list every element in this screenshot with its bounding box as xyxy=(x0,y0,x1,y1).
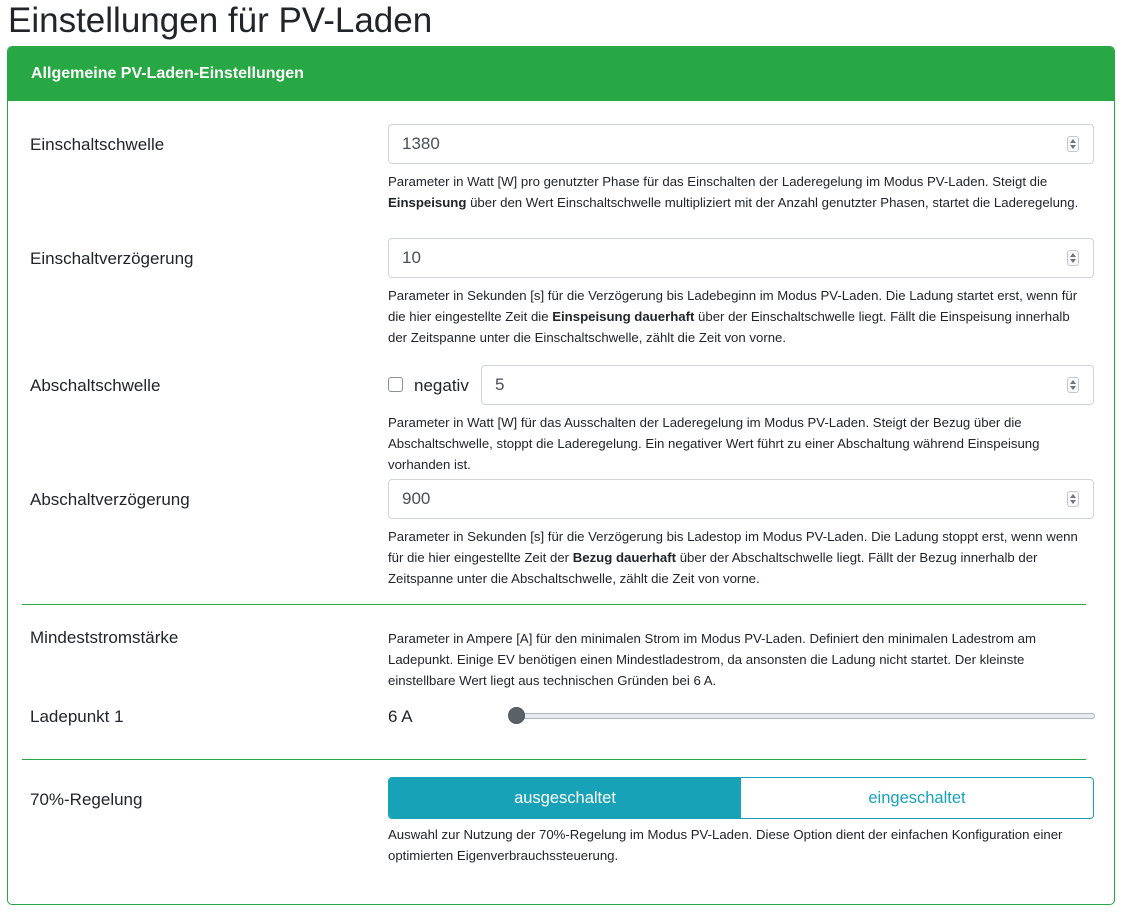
abschaltschwelle-value: 5 xyxy=(495,375,505,394)
ladepunkt-value: 6 A xyxy=(388,707,413,726)
section-divider xyxy=(22,604,1086,605)
regelung70-toggle[interactable] xyxy=(388,777,1094,819)
einschaltschwelle-label: Einschaltschwelle xyxy=(30,135,165,154)
einschaltverzoegerung-help xyxy=(388,285,1088,348)
spinner-icon[interactable] xyxy=(1067,377,1079,393)
abschaltverzoegerung-input[interactable] xyxy=(388,479,1094,519)
abschaltverzoegerung-value: 900 xyxy=(402,489,431,508)
spinner-icon[interactable] xyxy=(1067,491,1079,507)
help-text: Parameter in Sekunden [s] für die Verzögerung bis Ladestop im Modus PV-Laden. Die Ladung stoppt erst, wenn wenn für die hier eingestellte Zeit der xyxy=(388,529,1078,565)
einschaltschwelle-help xyxy=(388,171,1088,213)
regelung70-label: 70%-Regelung xyxy=(30,790,143,809)
card-header: Allgemeine PV-Laden-Einstellungen xyxy=(8,47,1114,101)
help-emphasis: Einspeisung xyxy=(388,195,467,210)
negativ-checkbox-label[interactable]: negativ xyxy=(414,376,469,395)
help-emphasis: Einspeisung dauerhaft xyxy=(552,309,695,324)
einschaltverzoegerung-value: 10 xyxy=(402,248,421,267)
help-text: über den Wert Einschaltschwelle multipliziert mit der Anzahl genutzter Phasen, startet die Laderegelung. xyxy=(466,195,1079,210)
mindeststromstaerke-label: Mindeststromstärke xyxy=(30,628,179,647)
einschaltverzoegerung-input[interactable] xyxy=(388,238,1094,278)
ladepunkt-label: Ladepunkt 1 xyxy=(30,707,124,726)
mindeststromstaerke-help: Parameter in Ampere [A] für den minimalen Strom im Modus PV-Laden. Definiert den minimalen Ladestrom am Ladepunkt. Einige EV benötigen einen Mindestladestrom, da ansonsten die Ladung nicht startet. Der kleinste einstellbare Wert liegt aus technischen Gründen bei 6 A. xyxy=(388,631,1036,688)
option-ausgeschaltet-button[interactable]: ausgeschaltet xyxy=(389,778,741,818)
regelung70-help: Auswahl zur Nutzung der 70%-Regelung im Modus PV-Laden. Diese Option dient der einfachen Konfiguration einer optimierten Eigenverbrauchssteuerung. xyxy=(388,827,1063,863)
einschaltschwelle-input[interactable] xyxy=(388,124,1094,164)
help-text: Parameter in Sekunden [s] für die Verzögerung bis Ladebeginn im Modus PV-Laden. Die Ladung startet erst, wenn für die hier eingestellte Zeit die xyxy=(388,288,1078,324)
abschaltschwelle-label: Abschaltschwelle xyxy=(30,376,161,395)
help-text: über der Abschaltschwelle liegt. Fällt der Bezug innerhalb der Zeitspanne unter die Abschaltschwelle, zählt die Zeit von vorne. xyxy=(388,550,1038,586)
abschaltverzoegerung-label: Abschaltverzögerung xyxy=(30,490,190,509)
option-eingeschaltet-button[interactable]: eingeschaltet xyxy=(741,778,1093,818)
einschaltschwelle-value: 1380 xyxy=(402,134,440,153)
help-text: Parameter in Watt [W] pro genutzter Phase für das Einschalten der Laderegelung im Modus PV-Laden. Steigt die xyxy=(388,174,1048,189)
spinner-icon[interactable] xyxy=(1067,250,1079,266)
abschaltschwelle-help: Parameter in Watt [W] für das Ausschalten der Laderegelung im Modus PV-Laden. Steigt der Bezug über die Abschaltschwelle, stoppt die Laderegelung. Ein negativer Wert führt zu einer Abschaltung während Einspeisung vorhanden ist. xyxy=(388,415,1040,472)
ladepunkt-slider-track[interactable] xyxy=(509,713,1095,719)
page-title: Einstellungen für PV-Laden xyxy=(8,1,433,40)
spinner-icon[interactable] xyxy=(1067,136,1079,152)
abschaltschwelle-input[interactable] xyxy=(481,365,1094,405)
ladepunkt-slider-thumb[interactable] xyxy=(508,707,525,724)
einschaltverzoegerung-label: Einschaltverzögerung xyxy=(30,249,194,268)
abschaltverzoegerung-help xyxy=(388,526,1088,589)
section-divider xyxy=(22,759,1086,760)
negativ-checkbox[interactable] xyxy=(388,377,403,392)
help-text: über der Einschaltschwelle liegt. Fällt die Einspeisung innerhalb der Zeitspanne unter die Einschaltschwelle, zählt die Zeit von vorne. xyxy=(388,309,1070,345)
help-emphasis: Bezug dauerhaft xyxy=(572,550,677,565)
